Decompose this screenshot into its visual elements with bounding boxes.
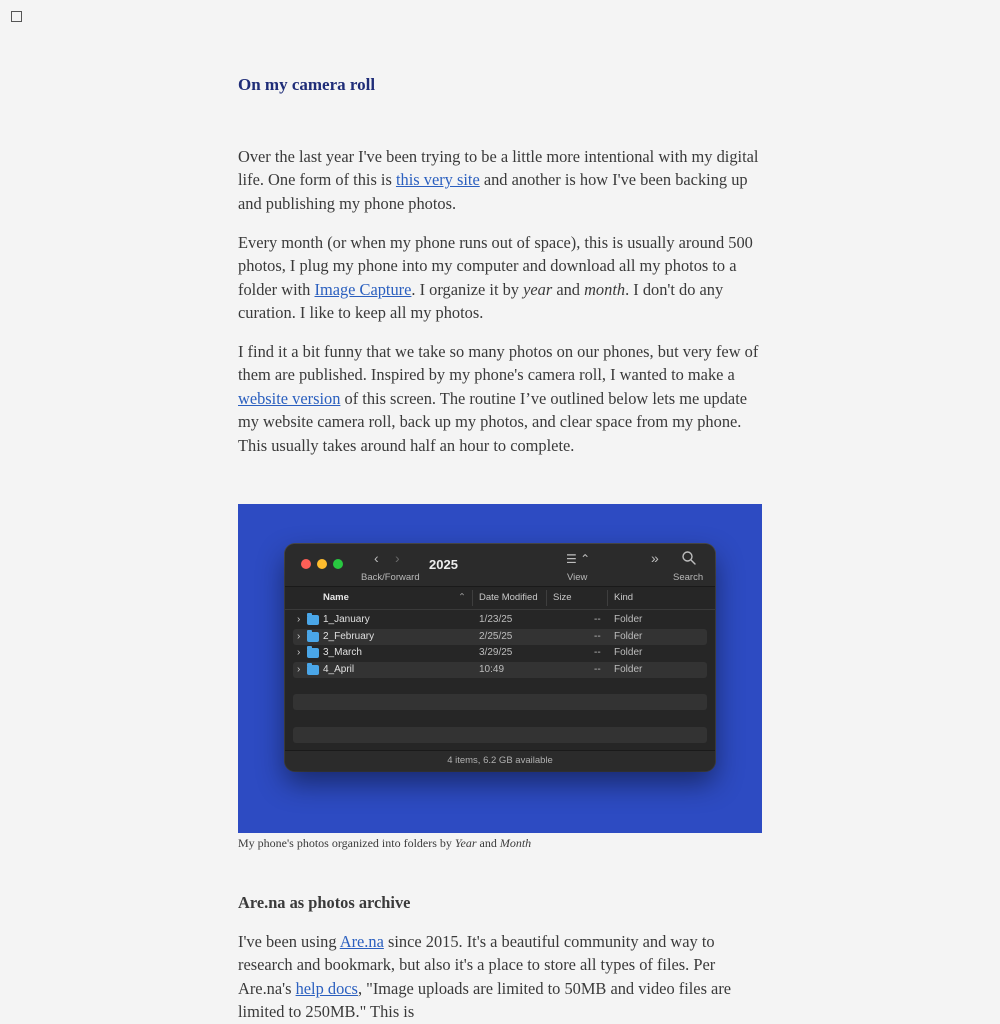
folder-title: 2025 bbox=[429, 557, 458, 572]
row-size: -- bbox=[594, 647, 601, 658]
row-name: 2_February bbox=[323, 631, 375, 642]
row-kind: Folder bbox=[614, 631, 643, 642]
search-label: Search bbox=[673, 572, 704, 583]
table-row[interactable] bbox=[293, 612, 707, 628]
folder-icon bbox=[307, 615, 319, 625]
row-kind: Folder bbox=[614, 664, 643, 675]
view-label: View bbox=[567, 572, 588, 583]
list-view-icon[interactable]: ☰ ⌃ bbox=[566, 552, 591, 566]
empty-row bbox=[293, 694, 707, 710]
row-name: 4_April bbox=[323, 664, 355, 675]
this-very-site-link[interactable]: this very site bbox=[395, 170, 480, 190]
row-date: 3/29/25 bbox=[479, 647, 513, 658]
finder-screenshot-figure bbox=[238, 504, 762, 833]
row-date: 2/25/25 bbox=[479, 631, 513, 642]
intro-paragraph-1: Over the last year I've been trying to be a little more intentional with my digital life. One form of this is this very site and another is how I've been backing up and publishing my phone photos. bbox=[238, 147, 759, 213]
disclosure-chevron-icon[interactable]: › bbox=[297, 614, 301, 625]
sort-ascending-icon: ⌃ bbox=[458, 592, 466, 603]
section-heading: Are.na as photos archive bbox=[238, 893, 411, 912]
figure-caption: My phone's photos organized into folders by Year and Month bbox=[238, 836, 532, 850]
column-divider[interactable] bbox=[546, 590, 547, 606]
column-divider[interactable] bbox=[472, 590, 473, 606]
folder-icon bbox=[307, 665, 319, 675]
page-title: On my camera roll bbox=[238, 75, 376, 94]
column-size[interactable]: Size bbox=[553, 592, 572, 603]
row-size: -- bbox=[594, 664, 601, 675]
arena-link[interactable]: Are.na bbox=[339, 932, 384, 951]
help-docs-link[interactable]: help docs bbox=[295, 978, 358, 998]
column-header bbox=[285, 586, 715, 610]
intro-paragraph-2: Every month (or when my phone runs out of space), this is usually around 500 photos, I plug my phone into my computer and download all my photos to a folder with Image Capture. I organize it by year and month. I don't do any curation. I like to keep all my photos. bbox=[238, 233, 753, 323]
column-date-modified[interactable]: Date Modified bbox=[479, 592, 538, 603]
zoom-window-button[interactable] bbox=[333, 559, 343, 569]
intro-paragraph-3: I find it a bit funny that we take so many photos on our phones, but very few of them are published. Inspired by my phone's camera roll, I wanted to make a website version of this screen. The routine I’ve outlined below lets me update my website camera roll, back up my photos, and clear space from my phone. This usually takes around half an hour to complete. bbox=[238, 342, 759, 455]
disclosure-chevron-icon[interactable]: › bbox=[297, 647, 301, 658]
finder-window bbox=[285, 544, 715, 771]
close-window-button[interactable] bbox=[301, 559, 311, 569]
row-size: -- bbox=[594, 614, 601, 625]
empty-row bbox=[293, 727, 707, 743]
back-forward-label: Back/Forward bbox=[361, 572, 420, 583]
column-kind[interactable]: Kind bbox=[614, 592, 634, 603]
status-bar: 4 items, 6.2 GB available bbox=[285, 750, 715, 771]
folder-icon bbox=[307, 648, 319, 658]
column-divider[interactable] bbox=[607, 590, 608, 606]
website-version-link[interactable]: website version bbox=[238, 388, 341, 408]
row-date: 10:49 bbox=[479, 664, 505, 675]
row-kind: Folder bbox=[614, 614, 643, 625]
row-kind: Folder bbox=[614, 647, 643, 658]
folder-icon bbox=[307, 632, 319, 642]
table-row[interactable] bbox=[293, 662, 707, 678]
back-chevron-icon[interactable]: ‹ bbox=[374, 550, 379, 566]
row-name: 3_March bbox=[323, 647, 362, 658]
row-name: 1_January bbox=[323, 614, 370, 625]
disclosure-chevron-icon[interactable]: › bbox=[297, 664, 301, 675]
row-date: 1/23/25 bbox=[479, 614, 513, 625]
checkbox[interactable] bbox=[11, 11, 22, 22]
row-size: -- bbox=[594, 631, 601, 642]
table-row[interactable] bbox=[293, 629, 707, 645]
column-name[interactable]: Name bbox=[323, 592, 349, 603]
finder-toolbar bbox=[285, 544, 715, 586]
image-capture-link[interactable]: Image Capture bbox=[314, 279, 412, 299]
minimize-window-button[interactable] bbox=[317, 559, 327, 569]
more-toolbar-icon[interactable]: » bbox=[651, 550, 659, 566]
forward-chevron-icon[interactable]: › bbox=[395, 550, 400, 566]
arena-paragraph: I've been using Are.na since 2015. It's a beautiful community and way to research and bookmark, but also it's a place to store all types of files. Per Are.na's help docs, "Image uploads are limited to 50MB and video files are limited to 250MB." This is bbox=[238, 932, 732, 1022]
search-icon[interactable] bbox=[681, 550, 697, 566]
table-row[interactable] bbox=[293, 645, 707, 661]
disclosure-chevron-icon[interactable]: › bbox=[297, 631, 301, 642]
